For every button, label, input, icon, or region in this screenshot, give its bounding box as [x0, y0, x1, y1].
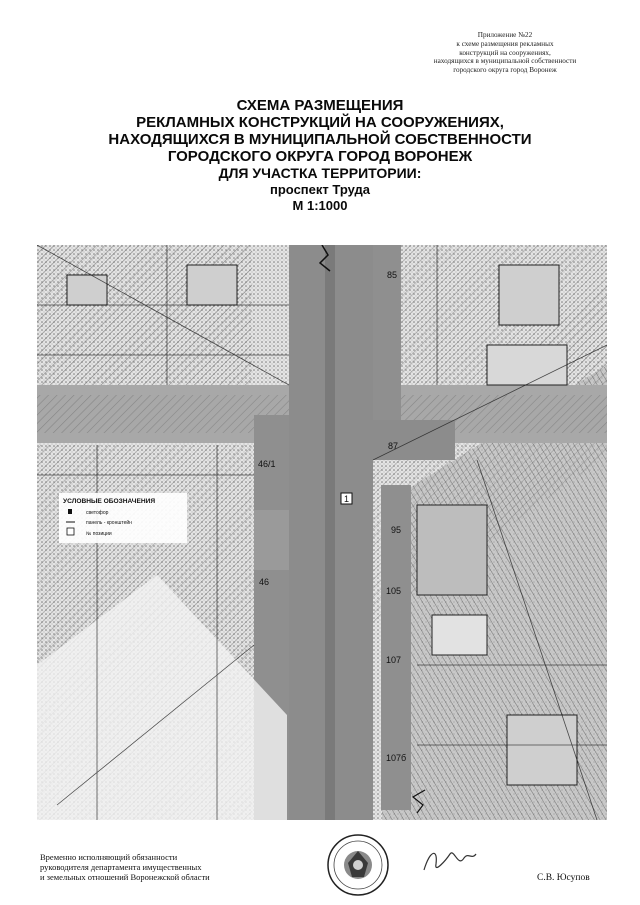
signature-icon	[420, 840, 480, 880]
strip-left-mid	[254, 510, 289, 570]
seal-icon	[326, 833, 390, 897]
building-right-5	[507, 715, 577, 785]
appendix-line-3: конструкций на сооружениях,	[459, 48, 551, 57]
footer-line-2: руководителя департамента имущественных	[40, 862, 202, 872]
legend-item-3: № позиции	[86, 531, 112, 537]
building-left-1	[187, 265, 237, 305]
building-right-1	[499, 265, 559, 325]
appendix-line-4: находящихся в муниципальной собственности	[433, 57, 577, 66]
legend-item-1: светофор	[86, 510, 109, 516]
position-marker: 1	[343, 494, 350, 504]
building-right-4	[432, 615, 487, 655]
appendix-line-1: Приложение №22	[477, 31, 533, 39]
appendix-line-5: городского округа город Воронеж	[453, 66, 557, 75]
title-line-5: ДЛЯ УЧАСТКА ТЕРРИТОРИИ:	[218, 165, 422, 181]
traffic-light-icon	[68, 509, 72, 514]
appendix-note	[400, 31, 610, 75]
label-105: 105	[386, 586, 402, 596]
title-street: проспект Труда	[270, 182, 370, 197]
label-107: 107	[386, 655, 402, 665]
label-95: 95	[391, 525, 402, 535]
label-87: 87	[388, 441, 399, 451]
label-46: 46	[259, 577, 270, 587]
site-map	[37, 245, 607, 820]
title-line-4: ГОРОДСКОГО ОКРУГА ГОРОД ВОРОНЕЖ	[167, 148, 473, 165]
title-line-3: НАХОДЯЩИХСЯ В МУНИЦИПАЛЬНОЙ СОБСТВЕННОСТИ	[108, 131, 532, 148]
position-number-icon	[67, 528, 74, 535]
site-map-drawing	[37, 245, 607, 820]
avenue-median	[325, 245, 335, 820]
label-46-1: 46/1	[258, 459, 276, 469]
title-line-2: РЕКЛАМНЫХ КОНСТРУКЦИЙ НА СООРУЖЕНИЯХ,	[136, 114, 504, 131]
document-title	[40, 97, 600, 214]
footer-line-3: и земельных отношений Воронежской области	[40, 872, 210, 882]
label-85: 85	[387, 270, 398, 280]
title-line-1: СХЕМА РАЗМЕЩЕНИЯ	[236, 97, 404, 114]
label-107b: 107б	[386, 753, 407, 763]
legend-item-2: панель - кронштейн	[86, 520, 132, 526]
signature-block	[40, 852, 210, 882]
appendix-line-2: к схеме размещения рекламных	[456, 39, 554, 48]
building-right-3	[417, 505, 487, 595]
signatory-name: С.В. Юсупов	[537, 873, 590, 883]
building-right-2	[487, 345, 567, 385]
building-left-2	[67, 275, 107, 305]
legend-title: УСЛОВНЫЕ ОБОЗНАЧЕНИЯ	[63, 498, 156, 505]
title-scale: М 1:1000	[292, 198, 348, 213]
footer-line-1: Временно исполняющий обязанности	[40, 852, 178, 862]
